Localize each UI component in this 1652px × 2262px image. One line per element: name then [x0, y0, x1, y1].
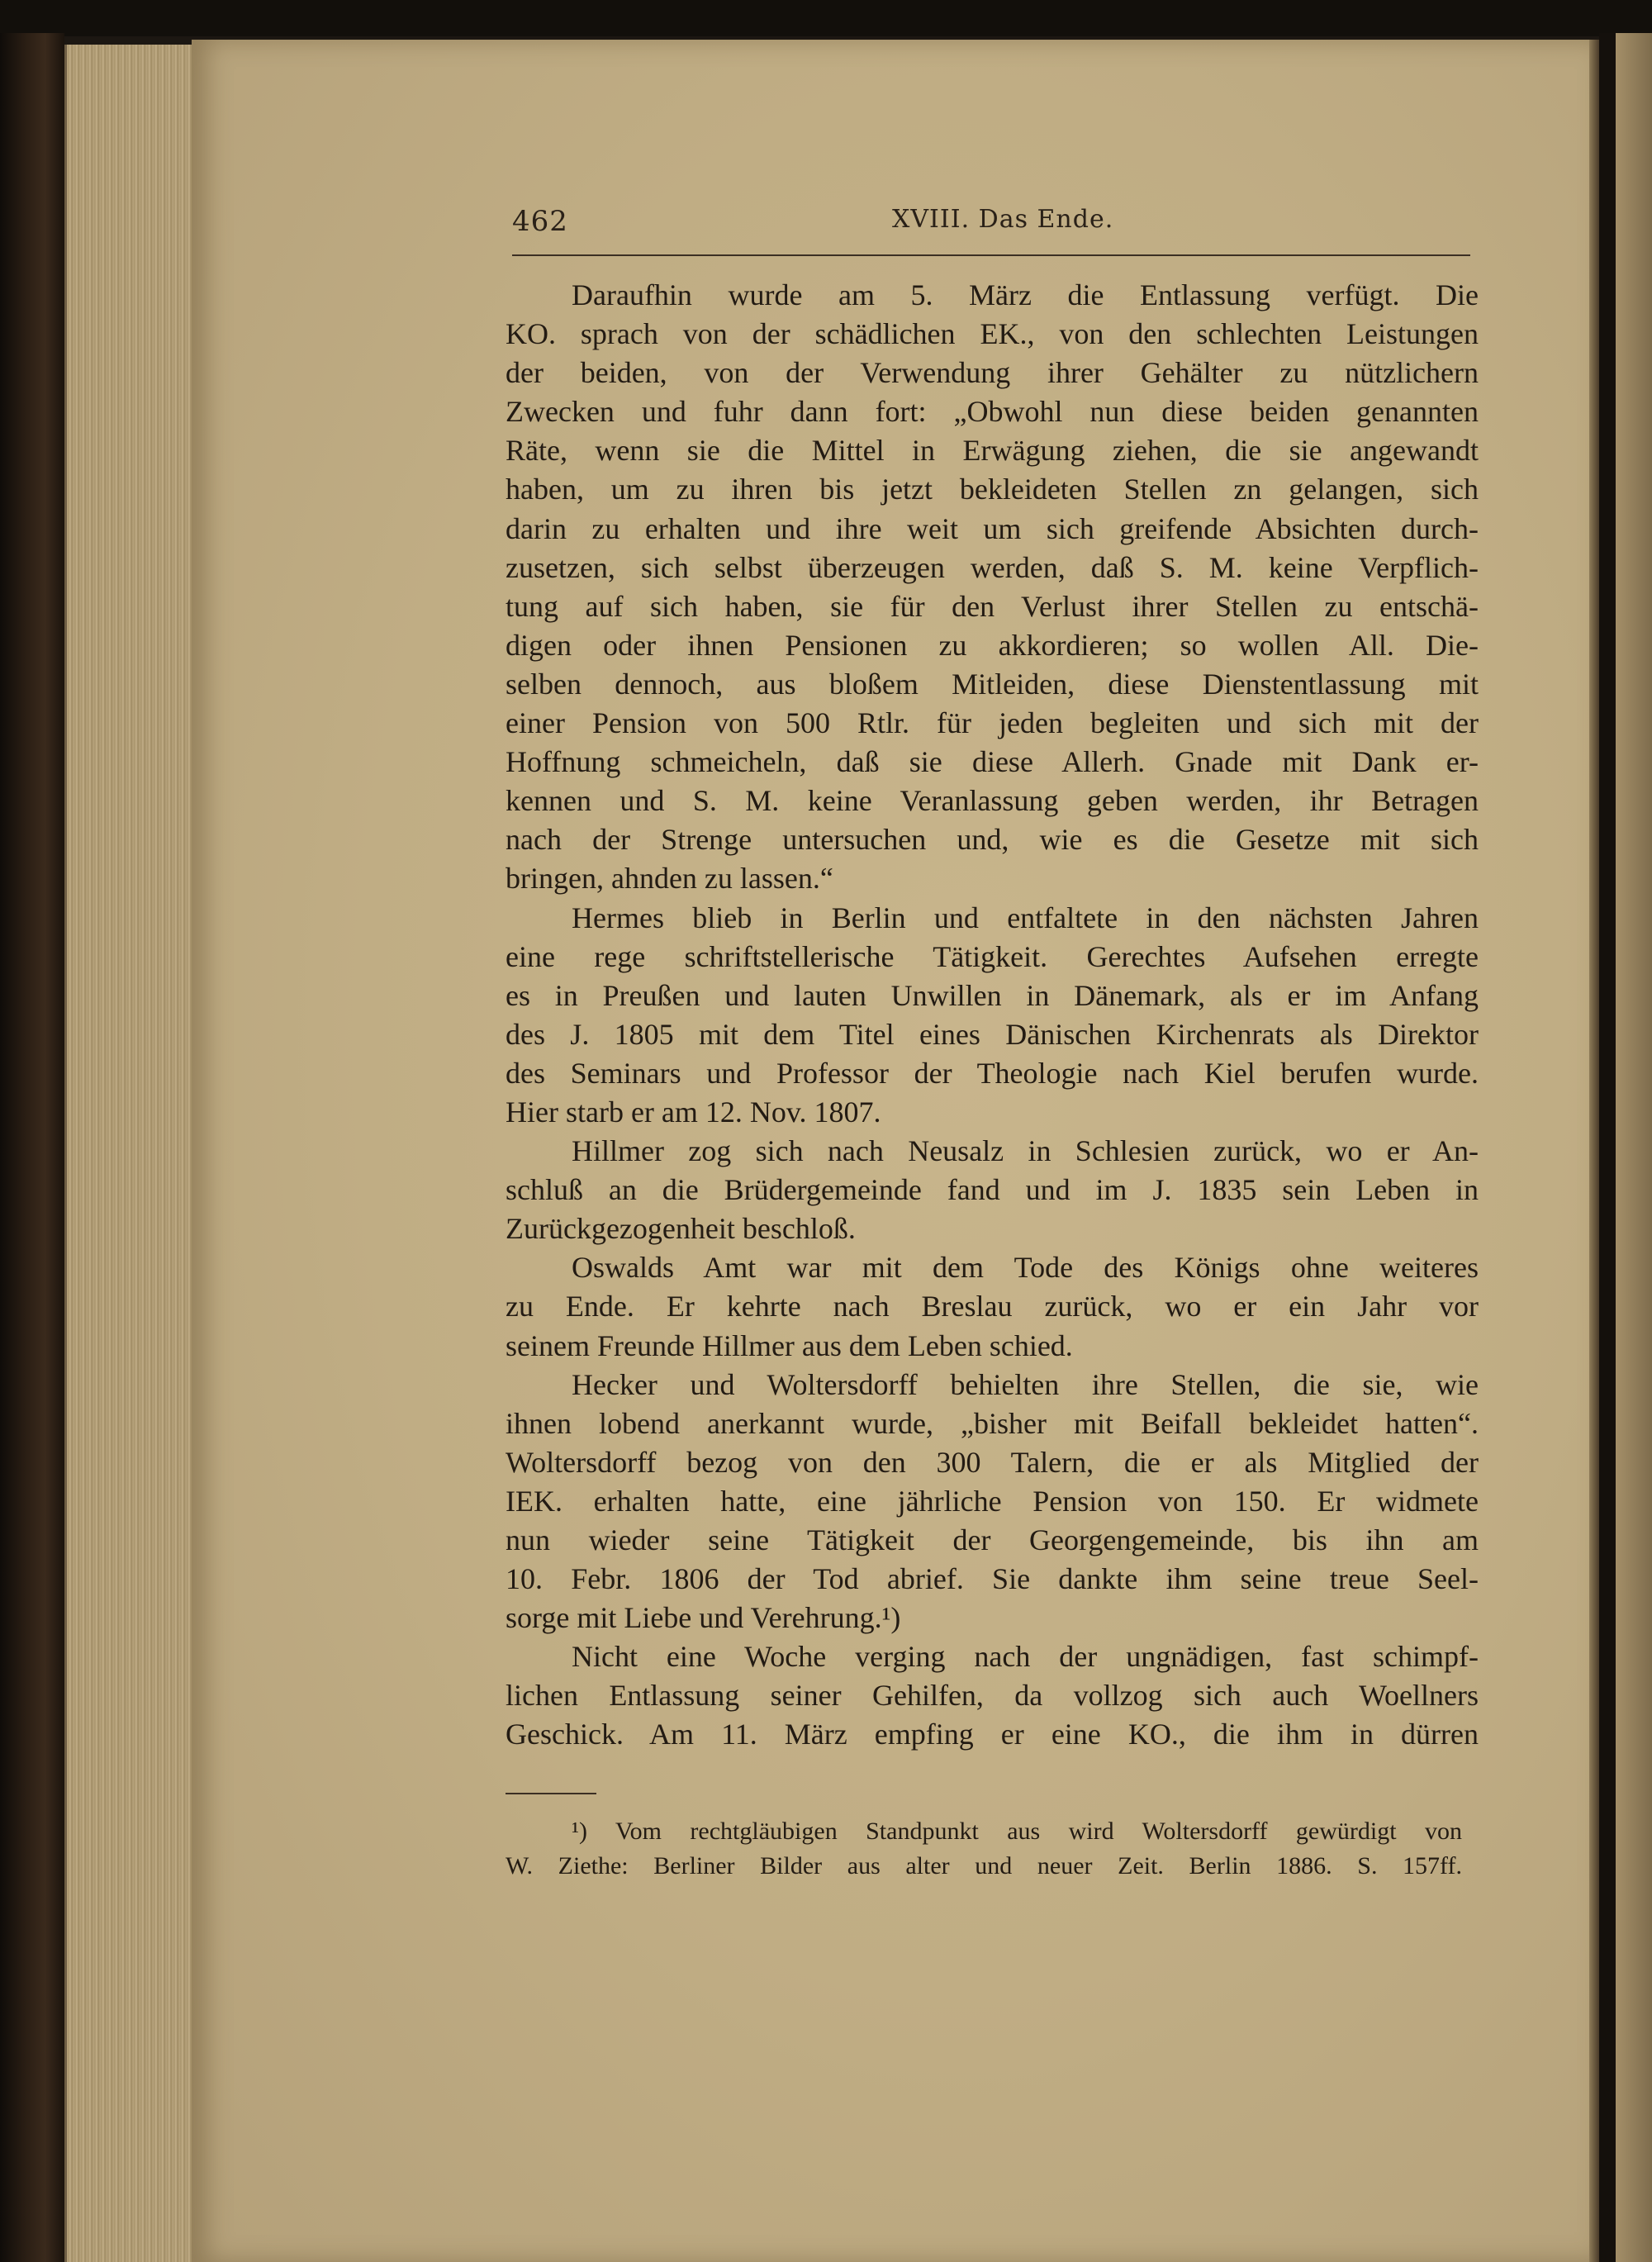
next-page-sliver — [1616, 33, 1652, 2262]
text-line: selben dennoch, aus bloßem Mitleiden, diese Dienstentlassung mit — [506, 667, 1479, 701]
text-line: bringen, ahnden zu lassen.“ — [506, 862, 833, 896]
text-line: Nicht eine Woche verging nach der ungnädigen, fast schimpf- — [572, 1640, 1479, 1674]
text-line: einer Pension von 500 Rtlr. für jeden begleiten und sich mit der — [506, 706, 1479, 740]
footnotes — [506, 1814, 1462, 1884]
running-head: XVIII. Das Ende. — [892, 205, 1114, 234]
right-gutter — [1599, 33, 1616, 2262]
text-line: Hermes blieb in Berlin und entfaltete in den nächsten Jahren — [572, 901, 1479, 934]
text-line: IEK. erhalten hatte, eine jährliche Pension von 150. Er widmete — [506, 1484, 1479, 1518]
footnote-line: ¹) Vom rechtgläubigen Standpunkt aus wird Woltersdorff gewürdigt von — [572, 1818, 1462, 1845]
text-line: digen oder ihnen Pensionen zu akkordieren; so wollen All. Die- — [506, 628, 1479, 662]
text-line: KO. sprach von der schädlichen EK., von den schlechten Leistungen — [506, 317, 1479, 351]
text-line: des Seminars und Professor der Theologie nach Kiel berufen wurde. — [506, 1056, 1479, 1090]
text-line: zu Ende. Er kehrte nach Breslau zurück, wo er ein Jahr vor — [506, 1290, 1479, 1323]
text-line: zusetzen, sich selbst überzeugen werden, daß S. M. keine Verpflich- — [506, 550, 1479, 584]
right-page-edge — [1589, 40, 1599, 2262]
text-line: kennen und S. M. keine Veranlassung geben werden, ihr Betragen — [506, 784, 1479, 818]
text-line: tung auf sich haben, sie für den Verlust ihrer Stellen zu entschä- — [506, 589, 1479, 623]
text-line: haben, um zu ihren bis jetzt bekleideten Stellen zn gelangen, sich — [506, 473, 1479, 506]
book-binding — [0, 33, 64, 2262]
text-line: Zwecken und fuhr dann fort: „Obwohl nun diese beiden genannten — [506, 395, 1479, 429]
text-line: Räte, wenn sie die Mittel in Erwägung ziehen, die sie angewandt — [506, 434, 1479, 468]
text-line: Geschick. Am 11. März empfing er eine KO., die ihm in dürren — [506, 1718, 1479, 1751]
text-line: darin zu erhalten und ihre weit um sich greifende Absichten durch- — [506, 511, 1479, 545]
page-edges — [64, 45, 199, 2262]
footnote-rule — [506, 1793, 596, 1794]
page-header — [512, 205, 1473, 254]
text-line: der beiden, von der Verwendung ihrer Gehälter zu nützlichern — [506, 356, 1479, 390]
footnote-line: W. Ziethe: Berliner Bilder aus alter und neuer Zeit. Berlin 1886. S. 157ff. — [506, 1852, 1462, 1879]
text-line: Zurückgezogenheit beschloß. — [506, 1212, 856, 1246]
text-line: Oswalds Amt war mit dem Tode des Königs ohne weiteres — [572, 1251, 1479, 1285]
text-line: schluß an die Brüdergemeinde fand und im J. 1835 sein Leben in — [506, 1173, 1479, 1207]
text-line: Daraufhin wurde am 5. März die Entlassung verfügt. Die — [572, 278, 1479, 311]
page-number: 462 — [512, 205, 568, 238]
text-line: Hoffnung schmeicheln, daß sie diese Allerh. Gnade mit Dank er- — [506, 745, 1479, 779]
text-line: nach der Strenge untersuchen und, wie es die Gesetze mit sich — [506, 823, 1479, 857]
text-line: Woltersdorff bezog von den 300 Talern, die er als Mitglied der — [506, 1445, 1479, 1479]
text-line: lichen Entlassung seiner Gehilfen, da vollzog sich auch Woellners — [506, 1679, 1479, 1713]
text-line: des J. 1805 mit dem Titel eines Dänischen Kirchenrats als Direktor — [506, 1017, 1479, 1051]
text-line: Hillmer zog sich nach Neusalz in Schlesien zurück, wo er An- — [572, 1134, 1479, 1168]
text-line: Hier starb er am 12. Nov. 1807. — [506, 1095, 881, 1129]
header-rule — [512, 254, 1470, 256]
body-text — [506, 276, 1479, 1755]
scan-top-border — [0, 0, 1652, 36]
text-line: es in Preußen und lauten Unwillen in Dänemark, als er im Anfang — [506, 978, 1479, 1012]
text-line: 10. Febr. 1806 der Tod abrief. Sie dankte ihm seine treue Seel- — [506, 1562, 1479, 1596]
text-line: seinem Freunde Hillmer aus dem Leben schied. — [506, 1328, 1073, 1362]
text-line: eine rege schriftstellerische Tätigkeit. Gerechtes Aufsehen erregte — [506, 939, 1479, 973]
text-line: Hecker und Woltersdorff behielten ihre Stellen, die sie, wie — [572, 1367, 1479, 1401]
text-line: sorge mit Liebe und Verehrung.¹) — [506, 1601, 901, 1635]
text-line: ihnen lobend anerkannt wurde, „bisher mit Beifall bekleidet hatten“. — [506, 1406, 1479, 1440]
text-line: nun wieder seine Tätigkeit der Georgengemeinde, bis ihn am — [506, 1523, 1479, 1556]
